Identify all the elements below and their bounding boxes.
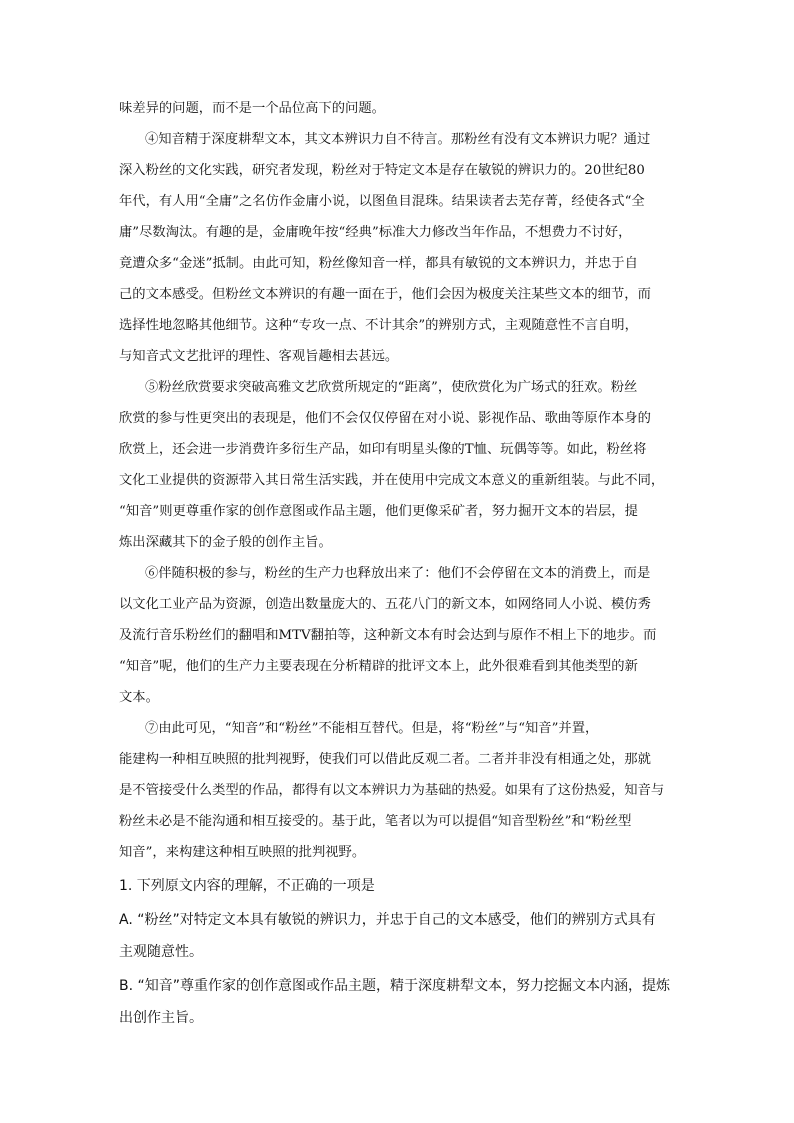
paragraph-3-tail: 味差异的问题，而不是一个品位高下的问题。 bbox=[119, 101, 385, 116]
paragraph-5-line: “知音”则更尊重作家的创作意图或作品主题，他们更像采矿者，努力掘开文本的岩层，提 bbox=[119, 504, 638, 519]
option-b-line: 出创作主旨。 bbox=[119, 1010, 203, 1026]
paragraph-5-line: 欣赏上，还会进一步消费许多衍生产品，如印有明星头像的T恤、玩偶等等。如此，粉丝将 bbox=[119, 442, 647, 457]
paragraph-6-line: ⑥伴随积极的参与，粉丝的生产力也释放出来了：他们不会停留在文本的消费上，而是 bbox=[145, 566, 651, 581]
paragraph-5-line: 炼出深藏其下的金子般的创作主旨。 bbox=[119, 535, 332, 550]
paragraph-6-line: 以文化工业产品为资源，创造出数量庞大的、五花八门的新文本，如网络同人小说、模仿秀 bbox=[119, 597, 651, 612]
paragraph-4-line: 年代，有人用“全庸”之名仿作金庸小说，以图鱼目混珠。结果读者去芜存菁，经使各式“全 bbox=[119, 194, 645, 209]
paragraph-5-line: 文化工业提供的资源带入其日常生活实践，并在使用中完成文本意义的重新组装。与此不同， bbox=[119, 473, 665, 488]
paragraph-4-line: ④知音精于深度耕犁文本，其文本辨识力自不待言。那粉丝有没有文本辨识力呢？通过 bbox=[145, 132, 651, 147]
paragraph-7-line: 是不管接受什么类型的作品，都得有以文本辨识力为基础的热爱。如果有了这份热爱，知音与 bbox=[119, 783, 665, 798]
paragraph-7-line: 粉丝未必是不能沟通和相互接受的。基于此，笔者以为可以提倡“知音型粉丝”和“粉丝型 bbox=[119, 814, 632, 829]
option-a-line: 主观随意性。 bbox=[119, 944, 203, 960]
paragraph-4-line: 己的文本感受。但粉丝文本辨识的有趣一面在于，他们会因为极度关注某些文本的细节，而 bbox=[119, 287, 651, 302]
paragraph-4-line: 庸”尽数淘汰。有趣的是，金庸晚年按“经典”标准大力修改当年作品，不想费力不讨好， bbox=[119, 225, 632, 240]
paragraph-5-line: ⑤粉丝欣赏要求突破高雅文艺欣赏所规定的“距离”，使欣赏化为广场式的狂欢。粉丝 bbox=[145, 380, 638, 395]
paragraph-6-line: 文本。 bbox=[119, 690, 159, 705]
paragraph-5-line: 欣赏的参与性更突出的表现是，他们不会仅仅停留在对小说、影视作品、歌曲等原作本身的 bbox=[119, 411, 651, 426]
paragraph-4-line: 与知音式文艺批评的理性、客观旨趣相去甚远。 bbox=[119, 349, 399, 364]
option-b-line: B. “知音”尊重作家的创作意图或作品主题，精于深度耕犁文本，努力挖掘文本内涵，提炼 bbox=[119, 978, 671, 994]
paragraph-4-line: 竟遭众多“金迷”抵制。由此可知，粉丝像知音一样，都具有敏锐的文本辨识力，并忠于自 bbox=[119, 256, 638, 271]
question-stem: 1. 下列原文内容的理解，不正确的一项是 bbox=[119, 878, 375, 894]
paragraph-6-line: “知音”呢，他们的生产力主要表现在分析精辟的批评文本上，此外很难看到其他类型的新 bbox=[119, 659, 638, 674]
paragraph-7-line: 知音”，来构建这种相互映照的批判视野。 bbox=[119, 845, 366, 860]
paragraph-7-line: 能建构一种相互映照的批判视野，使我们可以借此反观二者。二者并非没有相通之处，那就 bbox=[119, 752, 651, 767]
paragraph-6-line: 及流行音乐粉丝们的翻唱和MTV翻拍等，这种新文本有时会达到与原作不相上下的地步。而 bbox=[119, 628, 657, 643]
option-a-line: A. “粉丝”对特定文本具有敏锐的辨识力，并忠于自己的文本感受，他们的辨别方式具有 bbox=[119, 912, 656, 928]
paragraph-7-line: ⑦由此可见，“知音”和“粉丝”不能相互替代。但是，将“粉丝”与“知音”并置， bbox=[145, 721, 599, 736]
paragraph-4-line: 深入粉丝的文化实践，研究者发现，粉丝对于特定文本是存在敏锐的辨识力的。20世纪80 bbox=[119, 163, 645, 178]
paragraph-4-line: 选择性地忽略其他细节。这种“专攻一点、不计其余”的辨别方式，主观随意性不言自明， bbox=[119, 318, 638, 333]
